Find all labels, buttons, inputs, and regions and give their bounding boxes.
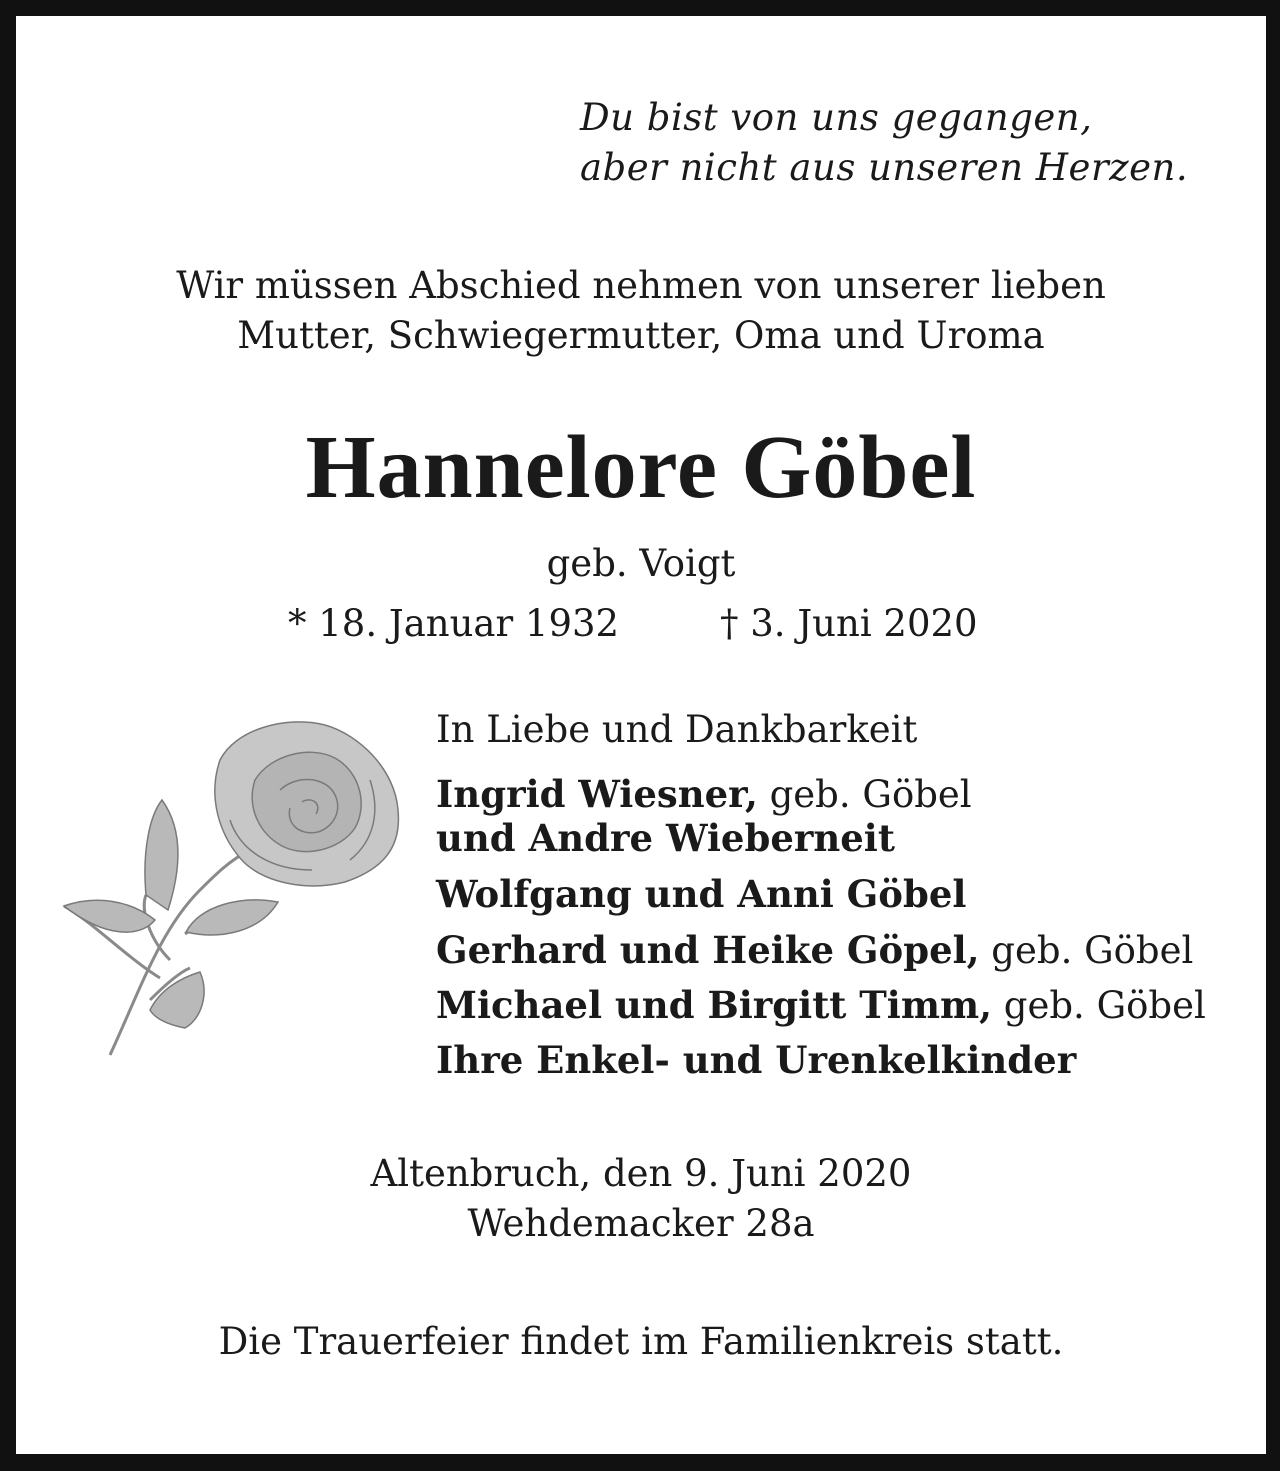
quote-line-1: Du bist von uns gegangen, <box>580 96 1093 139</box>
obituary-notice <box>16 16 1266 1454</box>
intro-line-2: Mutter, Schwiegermutter, Oma und Uroma <box>237 314 1045 357</box>
birth-name: geb. Voigt <box>546 542 736 585</box>
death-date: † 3. Juni 2020 <box>720 602 978 645</box>
mourner-name: Ihre Enkel- und Urenkelkinder <box>436 1038 1077 1082</box>
mourner-note: geb. Göbel <box>757 773 972 816</box>
mourner-name: Michael und Birgitt Timm, <box>436 983 993 1027</box>
ceremony-note: Die Trauerfeier findet im Familienkreis statt. <box>218 1320 1064 1363</box>
mourner-name: Gerhard und Heike Göpel, <box>436 928 980 972</box>
birth-date: * 18. Januar 1932 <box>288 602 620 645</box>
mourner-name: Wolfgang und Anni Göbel <box>436 872 967 916</box>
mourner-name: und Andre Wieberneit <box>436 816 895 860</box>
mourner-line <box>436 872 966 916</box>
mourner-note: geb. Göbel <box>992 984 1206 1027</box>
intro-line-1: Wir müssen Abschied nehmen von unserer lieben <box>176 264 1106 307</box>
mourner-note: geb. Göbel <box>979 929 1194 972</box>
address: Wehdemacker 28a <box>467 1202 815 1245</box>
mourner-name: Ingrid Wiesner, <box>436 772 758 816</box>
deceased-name: Hannelore Göbel <box>305 418 977 517</box>
mourner-line <box>436 983 1206 1027</box>
quote-line-2: aber nicht aus unseren Herzen. <box>580 146 1189 189</box>
mourner-line <box>436 1038 1076 1082</box>
mourner-line <box>436 816 895 860</box>
rose-icon <box>50 710 410 1080</box>
mourners-intro: In Liebe und Dankbarkeit <box>436 708 918 751</box>
mourner-line <box>436 928 1193 972</box>
mourner-line <box>436 772 972 816</box>
place-date: Altenbruch, den 9. Juni 2020 <box>370 1152 912 1195</box>
